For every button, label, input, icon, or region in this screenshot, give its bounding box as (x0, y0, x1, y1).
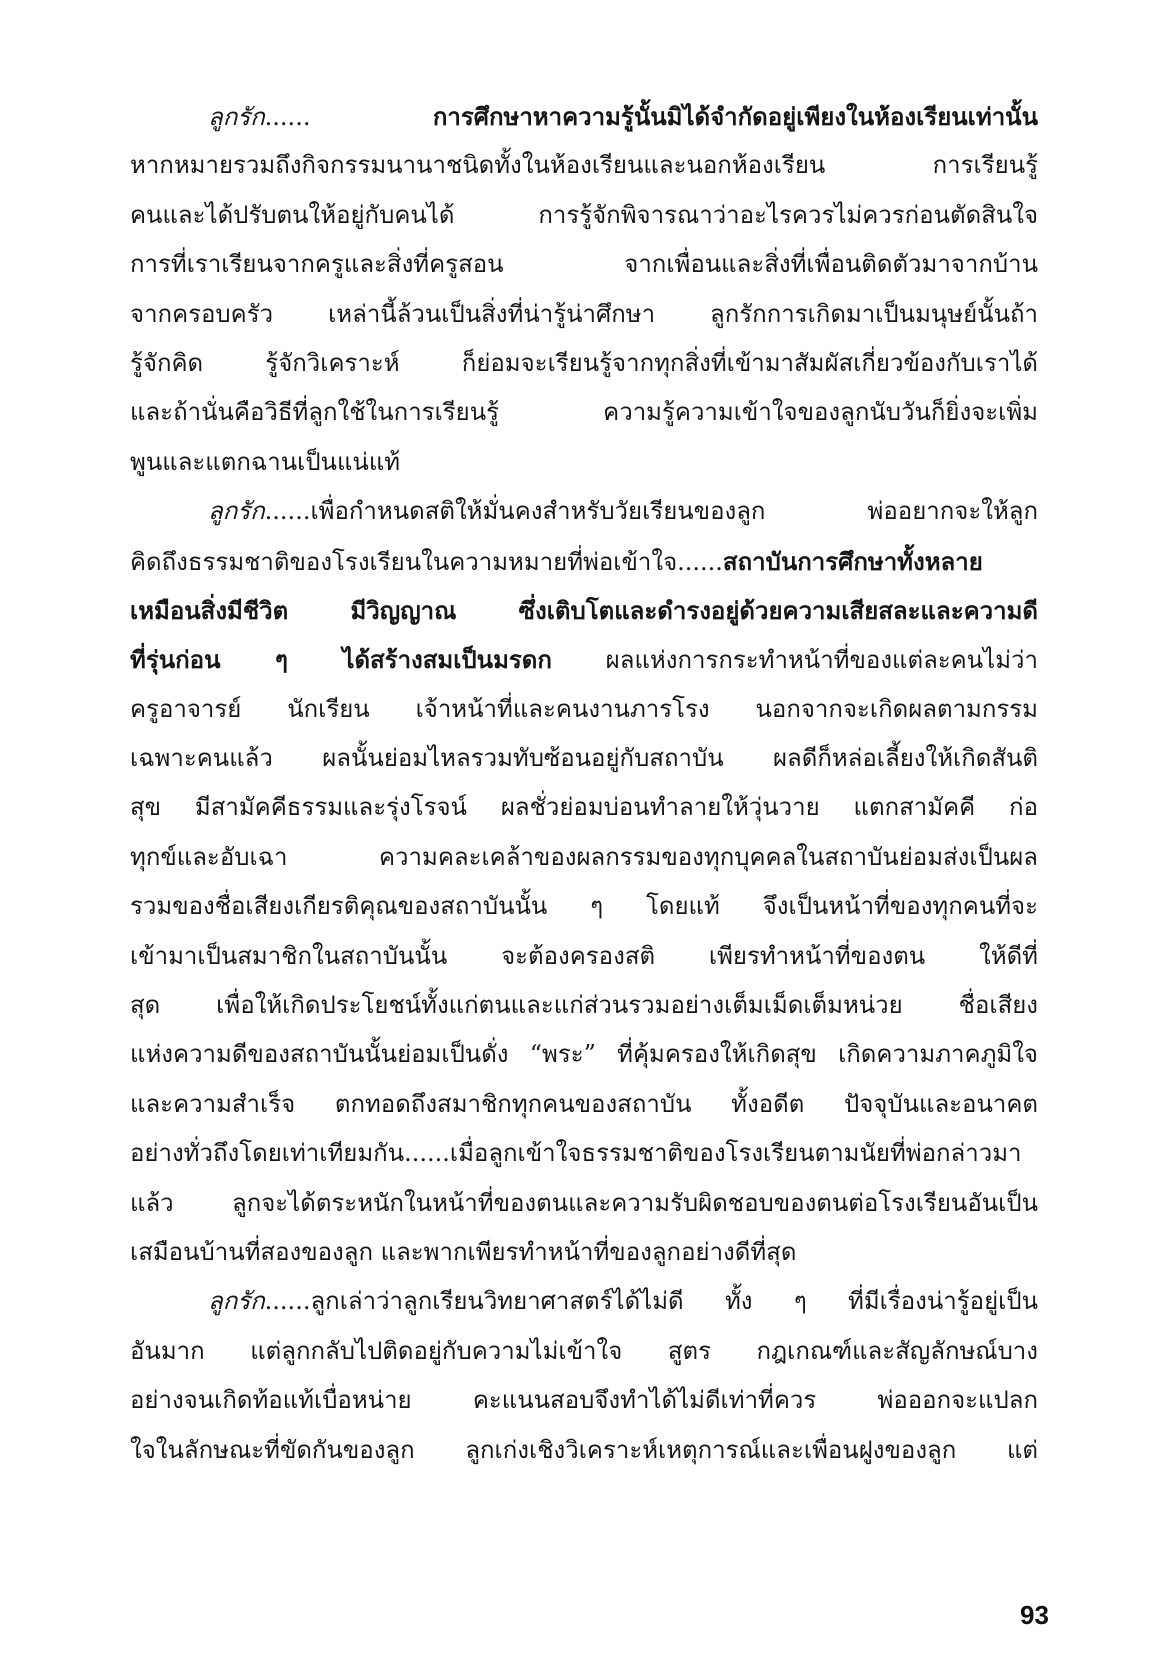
text-line: อันมาก แต่ลูกกลับไปติดอยู่กับความไม่เข้าใจ สูตร กฎเกณฑ์และสัญลักษณ์บาง (130, 1336, 1038, 1365)
lead-phrase: ลูกรัก (208, 103, 265, 131)
paragraph-1-line-1 (130, 92, 1038, 141)
text-line: การที่เราเรียนจากครูและสิ่งที่ครูสอน จากเพื่อนและสิ่งที่เพื่อนติดตัวมาจากบ้าน (130, 250, 1038, 279)
page-number: 93 (1020, 1600, 1049, 1630)
text-line: หากหมายรวมถึงกิจกรรมนานาชนิดทั้งในห้องเรียนและนอกห้องเรียน การเรียนรู้ (130, 151, 1038, 180)
lead-phrase: ลูกรัก (208, 1287, 265, 1316)
text-line: รู้จักคิด รู้จักวิเคราะห์ ก็ย่อมจะเรียนรู้จากทุกสิ่งที่เข้ามาสัมผัสเกี่ยวข้องกับเราได้ (130, 348, 1038, 377)
line-text: เพื่อกำหนดสติให้มั่นคงสำหรับวัยเรียนของลูก พ่ออยากจะให้ลูก (310, 497, 1038, 526)
bold-text: ที่รุ่นก่อน ๆ ได้สร้างสมเป็นมรดก (130, 645, 552, 675)
text-line: อย่างทั่วถึงโดยเท่าเทียมกัน......เมื่อลูกเข้าใจธรรมชาติของโรงเรียนตามนัยที่พ่อกล่าวมา (130, 1139, 1022, 1168)
body-text (130, 92, 1038, 1475)
text-line: คนและได้ปรับตนให้อยู่กับคนได้ การรู้จักพิจารณาว่าอะไรควรไม่ควรก่อนตัดสินใจ (130, 200, 1038, 229)
text-line: เข้ามาเป็นสมาชิกในสถาบันนั้น จะต้องครองสติ เพียรทำหน้าที่ของตน ให้ดีที่ (130, 941, 1038, 970)
text-line: และถ้านั่นคือวิธีที่ลูกใช้ในการเรียนรู้ ความรู้ความเข้าใจของลูกนับวันก็ยิ่งจะเพิ่ม (130, 398, 1038, 427)
text-line: จากครอบครัว เหล่านี้ล้วนเป็นสิ่งที่น่ารู้น่าศึกษา ลูกรักการเกิดมาเป็นมนุษย์นั้นถ้า (130, 299, 1038, 328)
text-line: แห่งความดีของสถาบันนั้นย่อมเป็นดั่ง “พระ” ที่คุ้มครองให้เกิดสุข เกิดความภาคภูมิใจ (130, 1040, 1038, 1069)
text-line: พูนและแตกฉานเป็นแน่แท้ (130, 447, 401, 476)
line-text: ผลแห่งการกระทำหน้าที่ของแต่ละคนไม่ว่า (551, 646, 1038, 675)
paragraph-3-line-1 (130, 1277, 1038, 1326)
text-line: สุด เพื่อให้เกิดประโยชน์ทั้งแก่ตนและแก่ส่วนรวมอย่างเต็มเม็ดเต็มหน่วย ชื่อเสียง (130, 991, 1038, 1020)
text-line: ใจในลักษณะที่ขัดกันของลูก ลูกเก่งเชิงวิเคราะห์เหตุการณ์และเพื่อนฝูงของลูก แต่ (130, 1435, 1038, 1464)
bold-text: การศึกษาหาความรู้นั้นมิได้จำกัดอยู่เพียงในห้องเรียนเท่านั้น (310, 102, 1038, 131)
text-line: แล้ว ลูกจะได้ตระหนักในหน้าที่ของตนและความรับผิดชอบของตนต่อโรงเรียนอันเป็น (130, 1188, 1038, 1217)
ellipsis: ...... (264, 1287, 311, 1316)
text-line: อย่างจนเกิดท้อแท้เบื่อหน่าย คะแนนสอบจึงทำได้ไม่ดีเท่าที่ควร พ่อออกจะแปลก (130, 1386, 1038, 1415)
text-line: รวมของชื่อเสียงเกียรติคุณของสถาบันนั้น ๆ โดยแท้ จึงเป็นหน้าที่ของทุกคนที่จะ (130, 892, 1038, 921)
text-line: เฉพาะคนแล้ว ผลนั้นย่อมไหลรวมทับซ้อนอยู่กับสถาบัน ผลดีก็หล่อเลี้ยงให้เกิดสันติ (130, 744, 1038, 773)
text-line: ครูอาจารย์ นักเรียน เจ้าหน้าที่และคนงานภารโรง นอกจากจะเกิดผลตามกรรม (130, 694, 1038, 723)
bold-text: สถาบันการศึกษาทั้งหลาย (722, 546, 983, 576)
line-text: ลูกเล่าว่าลูกเรียนวิทยาศาสตร์ได้ไม่ดี ทั้ง ๆ ที่มีเรื่องน่ารู้อยู่เป็น (310, 1287, 1038, 1316)
text-line (130, 635, 1038, 684)
text-line: ทุกข์และอับเฉา ความคละเคล้าของผลกรรมของทุกบุคคลในสถาบันย่อมส่งเป็นผล (130, 842, 1038, 871)
paragraph-2-line-1 (130, 487, 1038, 536)
text-line: สุข มีสามัคคีธรรมและรุ่งโรจน์ ผลชั่วย่อมบ่อนทำลายให้วุ่นวาย แตกสามัคคี ก่อ (130, 793, 1038, 822)
ellipsis: ...... (264, 103, 311, 131)
lead-phrase: ลูกรัก (208, 497, 265, 526)
bold-line: เหมือนสิ่งมีชีวิต มีวิญญาณ ซึ่งเติบโตและดำรงอยู่ด้วยความเสียสละและความดี (130, 595, 1038, 625)
line-text: คิดถึงธรรมชาติของโรงเรียนในความหมายที่พ่อเข้าใจ...... (130, 547, 723, 576)
ellipsis: ...... (264, 497, 311, 526)
text-line (130, 537, 1038, 586)
text-line: และความสำเร็จ ตกทอดถึงสมาชิกทุกคนของสถาบัน ทั้งอดีต ปัจจุบันและอนาคต (130, 1089, 1038, 1118)
text-line: เสมือนบ้านที่สองของลูก และพากเพียรทำหน้าที่ของลูกอย่างดีที่สุด (130, 1237, 797, 1266)
